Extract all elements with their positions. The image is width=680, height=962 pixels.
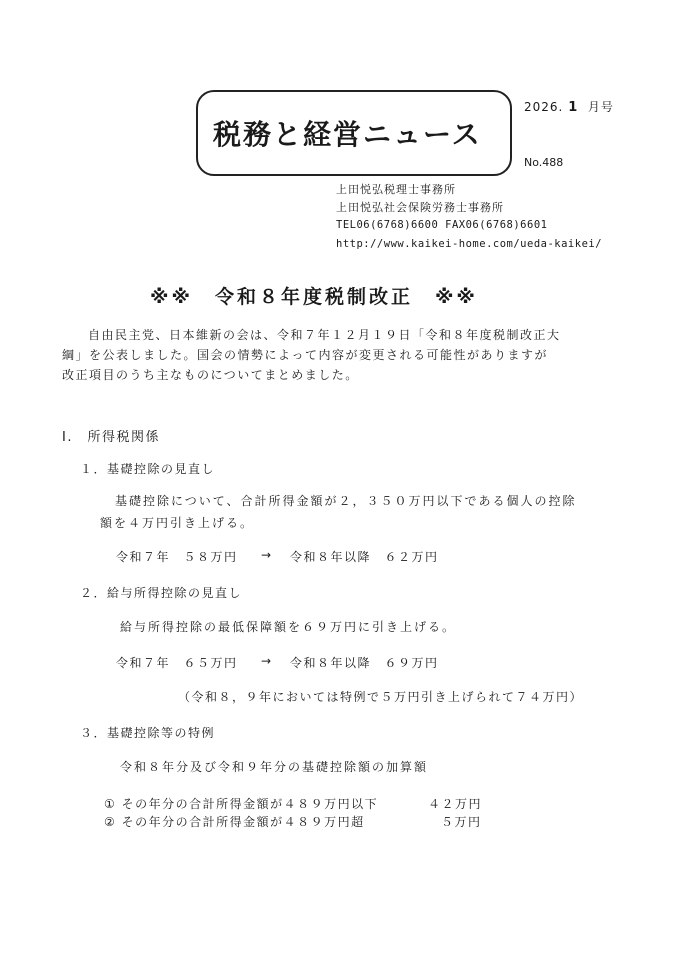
office-tel-fax: TEL06(6768)6600 FAX06(6768)6601 [336, 219, 548, 231]
item1-before: 令和７年 ５８万円 [116, 550, 238, 564]
office-name-labor: 上田悦弘社会保険労務士事務所 [336, 201, 504, 214]
item2-title: ２．給与所得控除の見直し [80, 586, 243, 600]
issue-year: 2026. [524, 100, 564, 114]
intro-line-3: 改正項目のうち主なものについてまとめました。 [62, 368, 359, 382]
issue-date [524, 98, 614, 115]
office-url: http://www.kaikei-home.com/ueda-kaikei/ [336, 238, 603, 250]
issue-number: No.488 [524, 156, 564, 169]
issue-month-suffix: 月号 [587, 100, 614, 114]
list-item-amount: ４２万円 [428, 797, 483, 811]
arrow-icon: → [261, 654, 273, 668]
section-title: Ⅰ. 所得税関係 [62, 430, 160, 445]
item2-note: （令和８，９年においては特例で５万円引き上げられて７４万円） [178, 690, 584, 704]
item2-body-1: 給与所得控除の最低保障額を６９万円に引き上げる。 [120, 620, 457, 634]
item2-after: 令和８年以降 ６９万円 [290, 656, 439, 670]
list-item-label: ① その年分の合計所得金額が４８９万円以下 [104, 797, 379, 811]
list-item-label: ② その年分の合計所得金額が４８９万円超 [104, 815, 365, 829]
list-item-amount: ５万円 [441, 815, 482, 829]
item3-title: ３．基礎控除等の特例 [80, 726, 216, 740]
intro-line-2: 綱」を公表しました。国会の情勢によって内容が変更される可能性がありますが [62, 348, 549, 362]
newsletter-title: 税務と経営ニュース [213, 118, 482, 151]
intro-line-1: 自由民主党、日本維新の会は、令和７年１２月１９日「令和８年度税制改正大 [88, 328, 561, 342]
issue-month: 1 [568, 100, 579, 115]
item1-body-1: 基礎控除について、合計所得金額が２，３５０万円以下である個人の控除 [115, 494, 577, 508]
item3-body-1: 令和８年分及び令和９年分の基礎控除額の加算額 [120, 760, 429, 774]
item1-title: １．基礎控除の見直し [80, 462, 216, 476]
main-heading: ※※ 令和８年度税制改正 ※※ [150, 286, 478, 308]
item1-after: 令和８年以降 ６２万円 [290, 550, 439, 564]
arrow-icon: → [261, 548, 273, 562]
item2-before: 令和７年 ６５万円 [116, 656, 238, 670]
item1-body-2: 額を４万円引き上げる。 [100, 516, 255, 530]
office-name-tax: 上田悦弘税理士事務所 [336, 183, 456, 196]
